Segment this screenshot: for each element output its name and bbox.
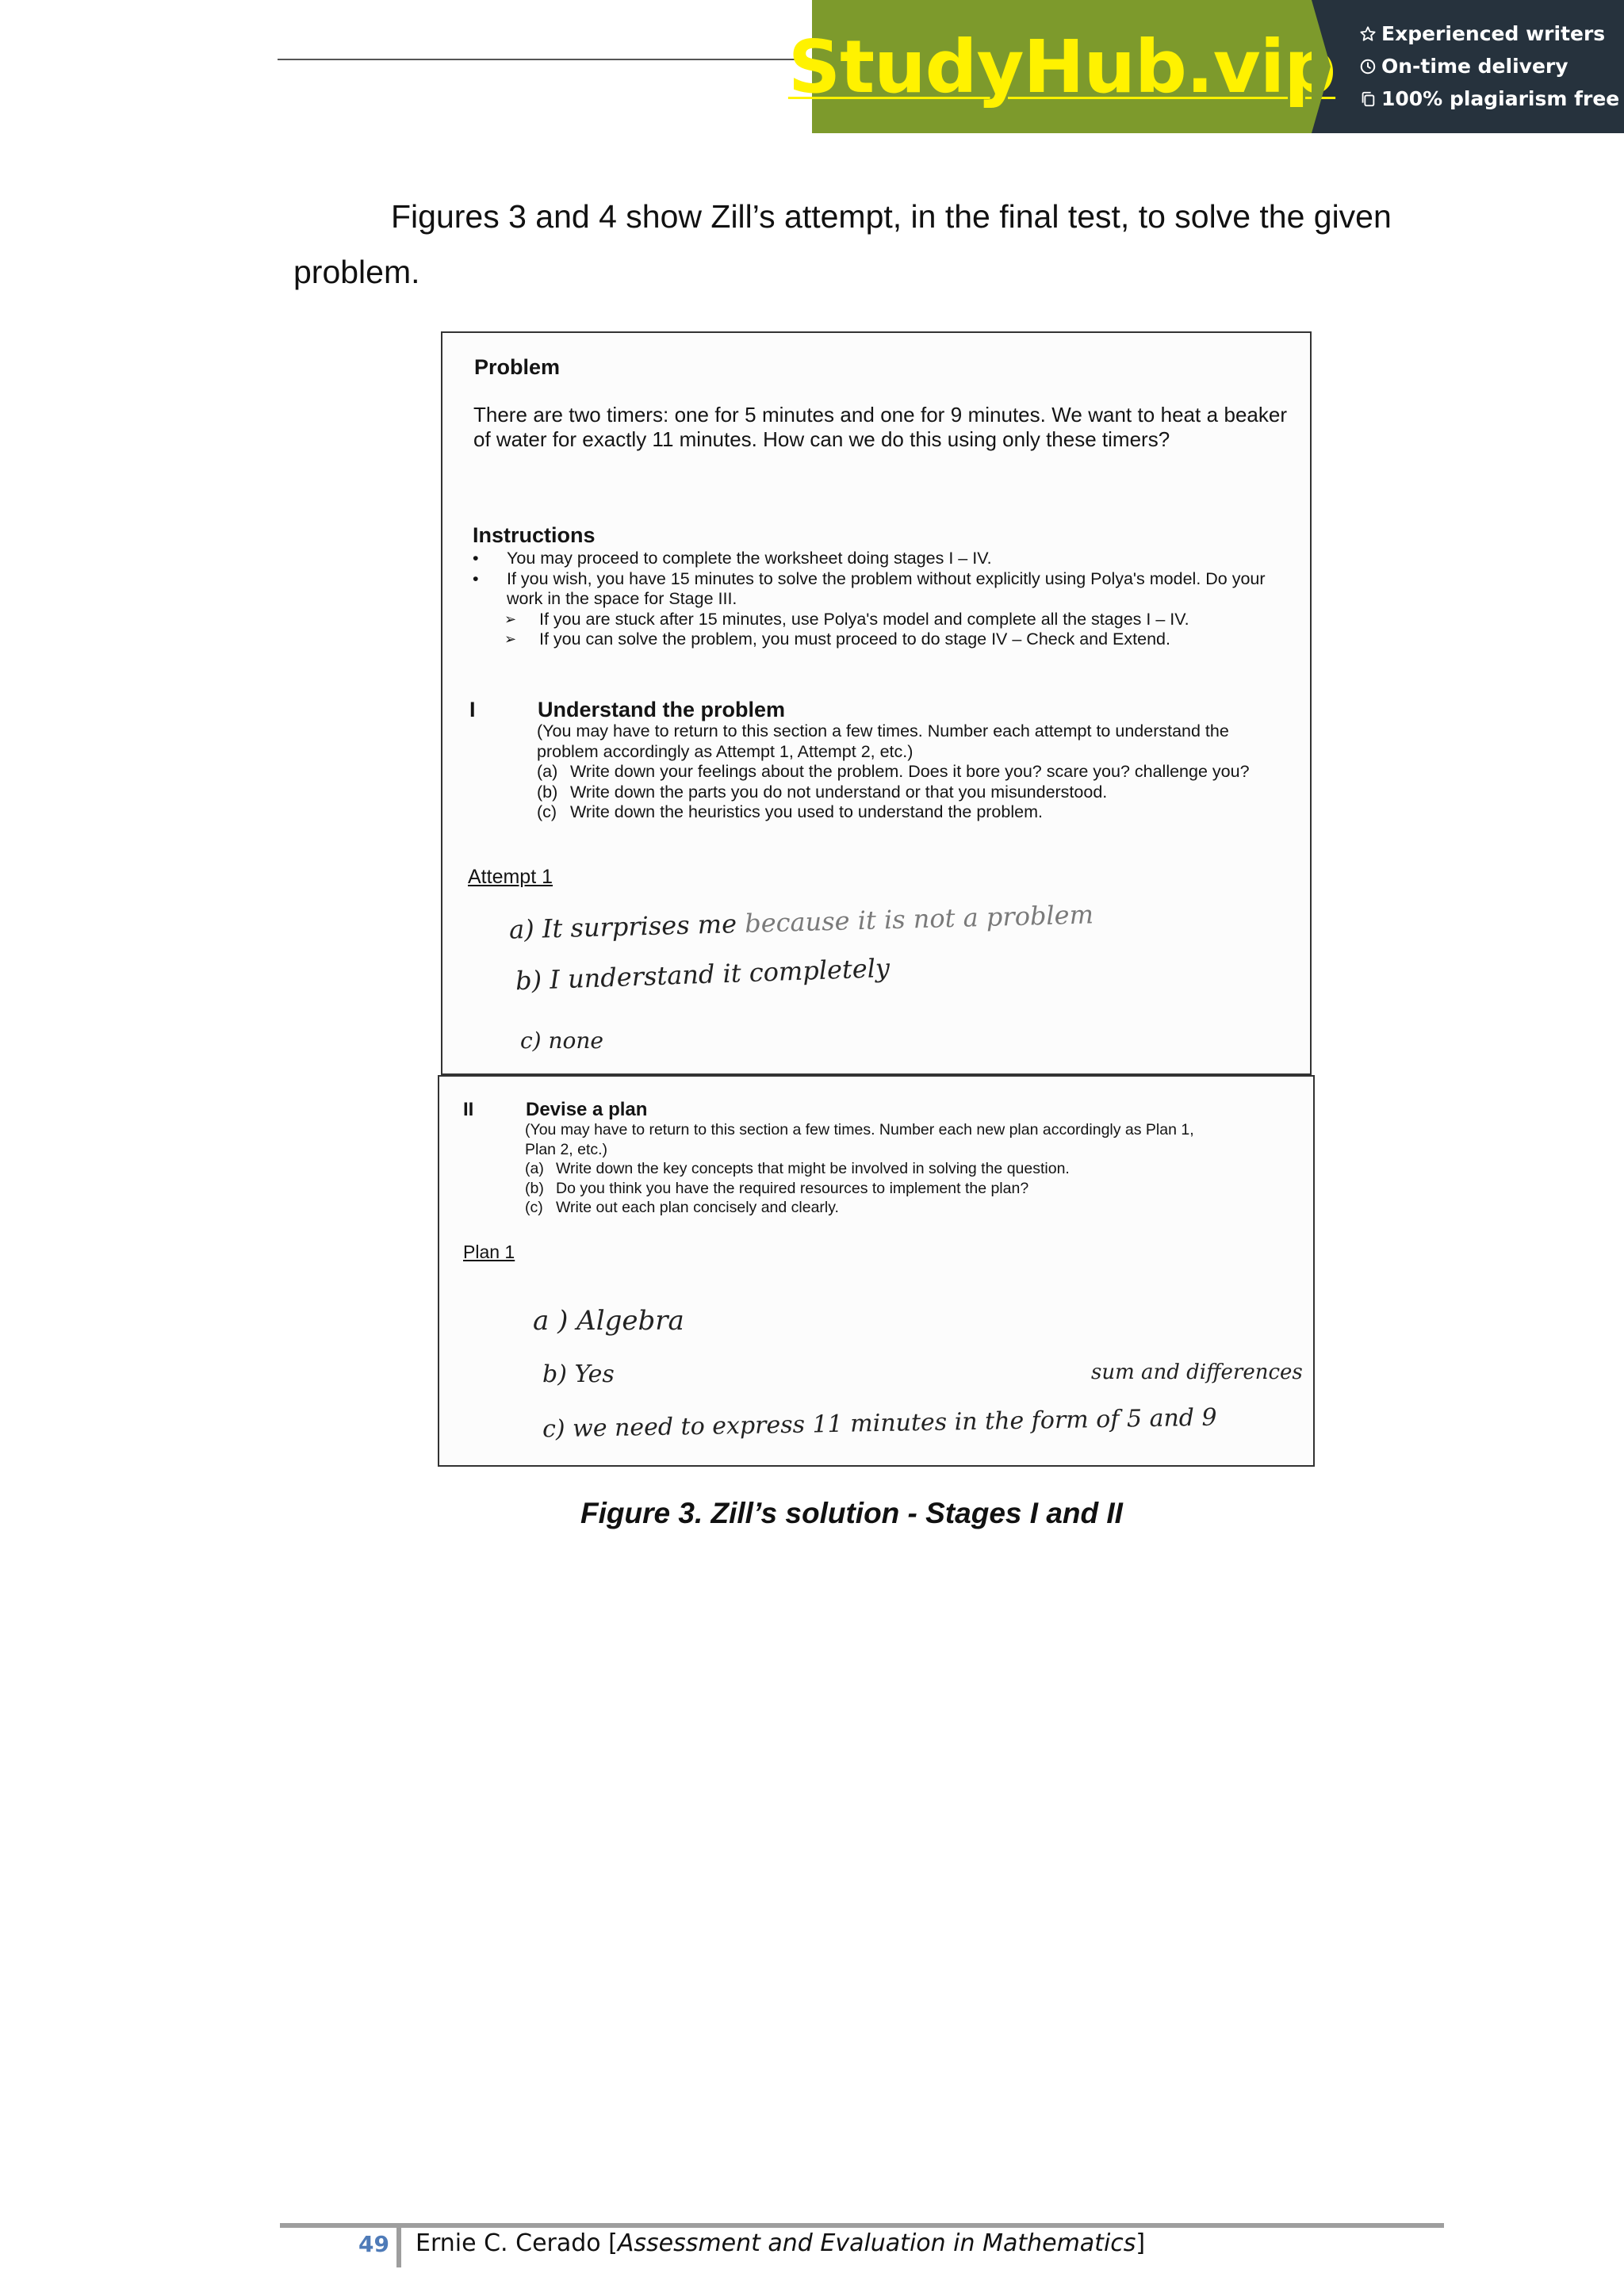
problem-heading: Problem (474, 355, 561, 379)
banner-brand-panel (787, 0, 1336, 133)
star-icon (1359, 25, 1377, 43)
attempt-1-label: Attempt 1 (468, 866, 553, 888)
item-label: (a) (525, 1160, 544, 1177)
feature-label: Experienced writers (1381, 22, 1606, 45)
stage-2-item-c (525, 1198, 1215, 1218)
copy-icon (1359, 90, 1377, 108)
stage-2-details (525, 1120, 1215, 1218)
footer-book-title: Assessment and Evaluation in Mathematics (617, 2229, 1136, 2257)
problem-text: There are two timers: one for 5 minutes and one for 9 minutes. We want to heat a beaker of water for exactly 11 minutes. How can we do this using only these timers? (473, 403, 1287, 451)
stage-1-numeral: I (469, 698, 476, 721)
stage-2-item-b (525, 1179, 1215, 1199)
feature-experienced-writers (1359, 17, 1624, 50)
item-text: Do you think you have the required resources to implement the plan? (556, 1179, 1029, 1197)
item-text: Write down the parts you do not understand or that you misunderstood. (570, 782, 1108, 802)
stage-1-item-a (537, 762, 1290, 783)
item-text: Write down the key concepts that might be involved in solving the question. (556, 1160, 1070, 1177)
handwritten-answer-2a: a ) Algebra (533, 1305, 684, 1337)
footer-bracket: ] (1136, 2229, 1146, 2257)
feature-on-time-delivery (1359, 50, 1624, 82)
item-label: (b) (525, 1179, 544, 1197)
feature-label: On-time delivery (1381, 55, 1568, 78)
stage-1-title: Understand the problem (538, 698, 786, 721)
stage-1-note: (You may have to return to this section a few times. Number each attempt to understand the problem accordingly as Attempt 1, Attempt 2, etc.) (537, 721, 1229, 761)
stage-1-item-b (537, 783, 1290, 803)
sub-instruction-item: ➢ If you are stuck after 15 minutes, use Polya's model and complete all the stages I – IV. (473, 610, 1289, 630)
stage-2-note: (You may have to return to this section a few times. Number each new plan accordingly as Plan 1, Plan 2, etc.) (525, 1121, 1194, 1158)
instructions-heading: Instructions (473, 523, 596, 547)
stage-2-item-a (525, 1159, 1215, 1179)
instructions-list (473, 549, 1289, 650)
stage-1-details (537, 721, 1290, 823)
banner-features (1312, 0, 1624, 133)
item-label: (c) (537, 802, 557, 821)
handwritten-answer-1b: b) I understand it completely (515, 952, 891, 997)
handwritten-answer-1a-light: because it is not a problem (744, 899, 1094, 939)
instruction-item: • If you wish, you have 15 minutes to solve the problem without explicitly using Polya's model. Do your work in the space for Stage III. (473, 569, 1289, 610)
clock-icon (1359, 58, 1377, 75)
handwritten-insert-note: sum and differences (1091, 1360, 1303, 1384)
footer-divider (396, 2228, 401, 2267)
footer-citation (416, 2229, 1145, 2257)
feature-label: 100% plagiarism free (1381, 87, 1620, 110)
item-label: (c) (525, 1199, 543, 1216)
instruction-item: • You may proceed to complete the worksheet doing stages I – IV. (473, 549, 1289, 569)
stage-2-numeral: II (463, 1099, 474, 1120)
item-label: (a) (537, 762, 558, 781)
handwritten-answer-2b: b) Yes (542, 1360, 615, 1388)
handwritten-answer-2c: c) we need to express 11 minutes in the form of 5 and 9 (542, 1403, 1217, 1444)
page-number: 49 (358, 2231, 389, 2257)
footer-rule (280, 2223, 1444, 2228)
handwritten-answer-1a-dark: a) It surprises me (508, 909, 737, 945)
footer-author: Ernie C. Cerado [ (416, 2229, 618, 2257)
brand-logo[interactable]: StudyHub.vip (787, 24, 1336, 109)
stage-1-item-c (537, 802, 1290, 823)
plan-1-label: Plan 1 (463, 1242, 515, 1262)
sub-instruction-item: ➢ If you can solve the problem, you must proceed to do stage IV – Check and Extend. (473, 629, 1289, 650)
item-label: (b) (537, 782, 558, 802)
figure-caption: Figure 3. Zill’s solution - Stages I and II (580, 1497, 1123, 1529)
feature-plagiarism-free (1359, 82, 1624, 115)
stage-2-title: Devise a plan (526, 1099, 648, 1120)
handwritten-answer-1c: c) none (520, 1027, 603, 1054)
studyhub-banner[interactable] (787, 0, 1624, 133)
item-text: Write down your feelings about the problem. Does it bore you? scare you? challenge you? (570, 762, 1250, 781)
item-text: Write out each plan concisely and clearly. (556, 1199, 839, 1216)
header-rule (278, 59, 813, 60)
intro-paragraph: Figures 3 and 4 show Zill’s attempt, in the final test, to solve the given problem. (293, 198, 1392, 290)
item-text: Write down the heuristics you used to understand the problem. (570, 802, 1043, 821)
